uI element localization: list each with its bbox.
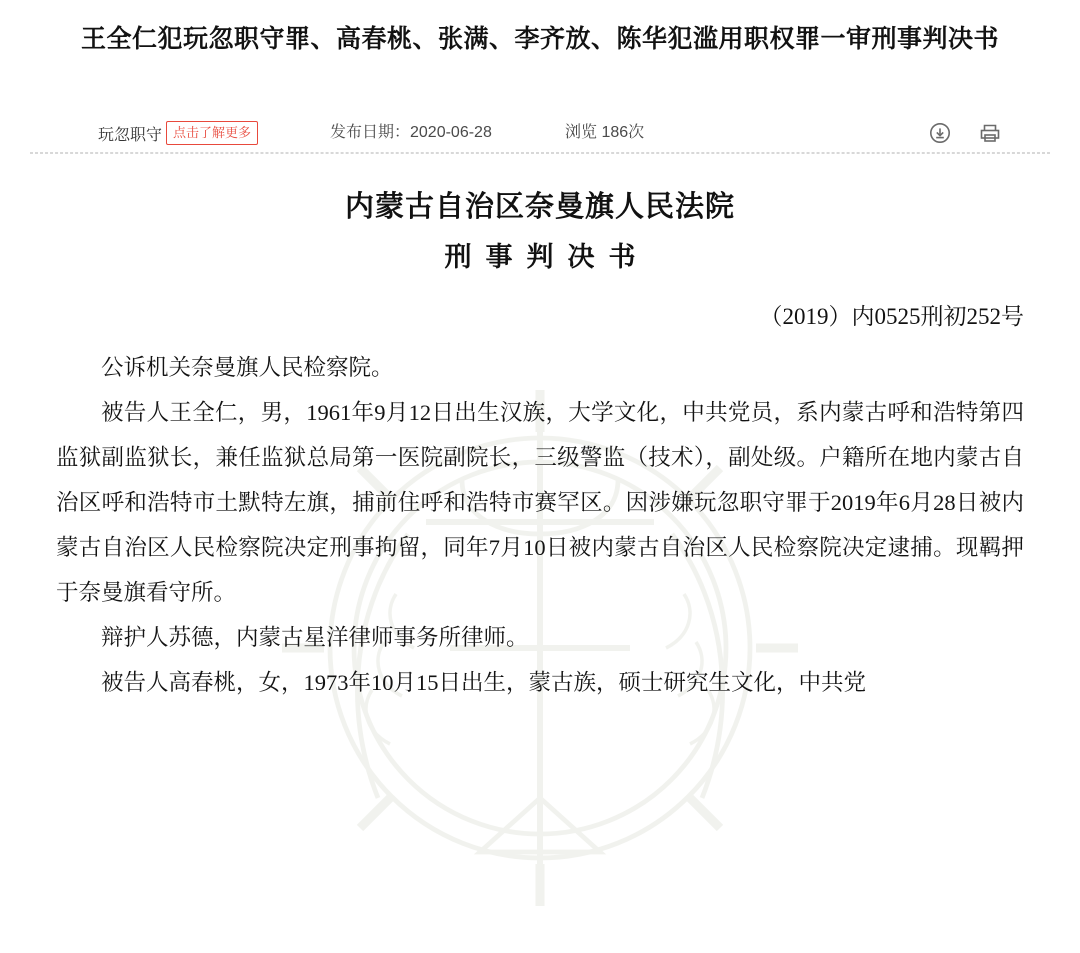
case-number: （2019）内0525刑初252号	[759, 304, 1024, 329]
page-title: 王全仁犯玩忽职守罪、高春桃、张满、李齐放、陈华犯滥用职权罪一审刑事判决书	[80, 25, 999, 53]
print-icon[interactable]	[978, 121, 1002, 145]
body-paragraph: 被告人王全仁，男，1961年9月12日出生汉族，大学文化，中共党员，系内蒙古呼和浩特第四监狱副监狱长，兼任监狱总局第一医院副院长，三级警监（技术），副处级。户籍所在地内蒙古自治区呼和浩特市土默特左旗，捕前住呼和浩特市赛罕区。因涉嫌玩忽职守罪于2019年6月28日被内蒙古自治区人民检察院决定刑事拘留，同年7月10日被内蒙古自治区人民检察院决定逮捕。现羁押于奈曼旗看守所。	[56, 400, 1024, 605]
document-body	[30, 345, 1050, 705]
body-paragraph: 公诉机关奈曼旗人民检察院。	[101, 355, 394, 380]
learn-more-tag[interactable]: 点击了解更多	[166, 121, 258, 145]
court-name: 内蒙古自治区奈曼旗人民法院	[344, 191, 735, 223]
publish-date: 发布日期：2020-06-28	[330, 124, 492, 141]
body-paragraph: 被告人高春桃，女，1973年10月15日出生，蒙古族，硕士研究生文化，中共党	[101, 670, 867, 695]
cause-label: 玩忽职守	[98, 126, 163, 144]
meta-bar	[30, 121, 1050, 145]
meta-actions	[928, 121, 1050, 145]
view-count: 浏览 186次	[565, 124, 645, 141]
document-page	[0, 18, 1080, 705]
document-kind: 刑事判决书	[444, 242, 650, 272]
download-icon[interactable]	[928, 121, 952, 145]
cause-of-action	[30, 121, 330, 145]
meta-divider	[30, 124, 1050, 154]
body-paragraph: 辩护人苏德，内蒙古星洋律师事务所律师。	[101, 625, 529, 650]
